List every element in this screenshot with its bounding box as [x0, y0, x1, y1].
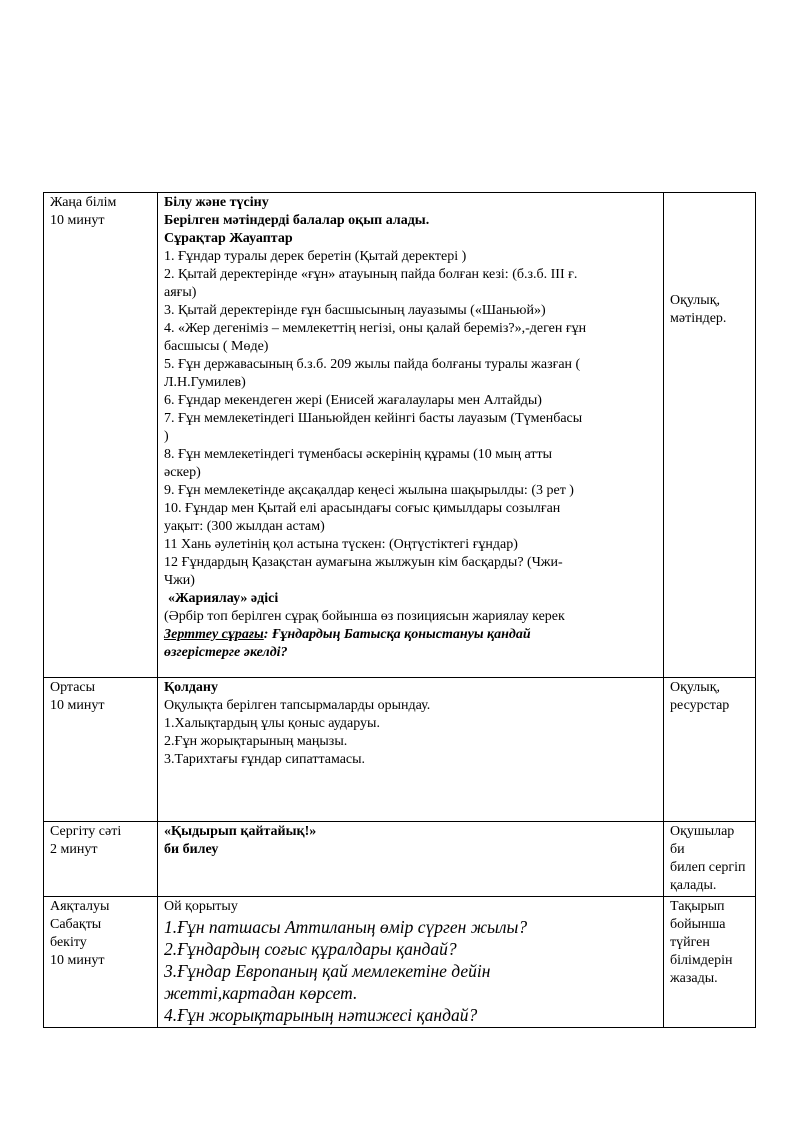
table-row-conclusion: [44, 897, 756, 1028]
stage-line: бекіту: [50, 935, 87, 950]
question-line: 2.Ғұндардың соғыс құралдары қандай?: [164, 939, 457, 959]
stage-cell: [44, 822, 158, 897]
research-question-continued: өзгерістерге әкелді?: [164, 645, 288, 660]
stage-cell: [44, 678, 158, 822]
stage-duration: 10 минут: [50, 698, 105, 713]
section-heading: Білу және түсіну: [164, 195, 269, 210]
qa-line: 8. Ғұн мемлекетіндегі түменбасы әскерінің құрамы (10 мың атты: [164, 447, 553, 462]
lesson-plan-table: [43, 192, 756, 1028]
stage-title: Аяқталуы: [50, 899, 110, 914]
resource-line: билеп сергіп: [670, 860, 746, 875]
research-question-text: : Ғұндардың Батысқа қоныстануы қандай: [263, 627, 531, 642]
stage-duration: 2 минут: [50, 842, 98, 857]
question-line: 3.Ғұндар Европаның қай мемлекетіне дейін: [164, 961, 491, 981]
question-line: 4.Ғұн жорықтарының нәтижесі қандай?: [164, 1005, 478, 1025]
qa-line: әскер): [164, 465, 201, 480]
qa-heading: Сұрақтар Жауаптар: [164, 231, 293, 246]
task-line: 2.Ғұн жорықтарының маңызы.: [164, 734, 348, 749]
content-cell: [158, 678, 664, 822]
resource-line: Оқулық,: [670, 680, 720, 695]
resource-line: жазады.: [670, 971, 718, 986]
qa-line: уақыт: (300 жылдан астам): [164, 519, 325, 534]
method-text: (Әрбір топ берілген сұрақ бойынша өз позициясын жариялау керек: [164, 609, 565, 624]
resource-line: Оқушылар би: [670, 824, 735, 857]
content-cell: [158, 897, 664, 1028]
question-line: 1.Ғұн патшасы Аттиланың өмір сүрген жылы?: [164, 917, 528, 937]
resource-line: білімдерін: [670, 953, 733, 968]
table-row-break: [44, 822, 756, 897]
stage-cell: [44, 897, 158, 1028]
task-line: Оқулықта берілген тапсырмаларды орындау.: [164, 698, 431, 713]
qa-line: Л.Н.Гумилев): [164, 375, 246, 390]
question-line: жетті,картадан көрсет.: [164, 983, 358, 1003]
stage-duration: 10 минут: [50, 213, 105, 228]
table-row-middle: [44, 678, 756, 822]
section-heading: Қолдану: [164, 680, 218, 695]
qa-line: 4. «Жер дегеніміз – мемлекеттің негізі, оны қалай береміз?»,-деген ғұн: [164, 321, 587, 336]
resources-cell: [664, 678, 756, 822]
stage-title: Ортасы: [50, 680, 96, 695]
content-cell: [158, 822, 664, 897]
resource-line: Тақырып: [670, 899, 725, 914]
qa-line: 3. Қытай деректерінде ғұн басшысының лауазымы («Шаньюй»): [164, 303, 546, 318]
qa-line: 10. Ғұндар мен Қытай елі арасындағы соғыс қимылдары созылған: [164, 501, 561, 516]
qa-line: 2. Қытай деректерінде «ғұн» атауының пайда болған кезі: (б.з.б. ІІІ ғ.: [164, 267, 578, 282]
research-question: [164, 626, 657, 644]
activity-subtitle: би билеу: [164, 842, 219, 857]
qa-line: 1. Ғұндар туралы дерек беретін (Қытай деректері ): [164, 249, 467, 264]
stage-title: Жаңа білім: [50, 195, 117, 210]
resources-cell: [664, 822, 756, 897]
research-label: Зерттеу сұрағы: [164, 627, 264, 642]
qa-line: 6. Ғұндар мекендеген жері (Енисей жағалаулары мен Алтайды): [164, 393, 542, 408]
resource-line: қалады.: [670, 878, 717, 893]
qa-line: 5. Ғұн державасының б.з.б. 209 жылы пайда болғаны туралы жазған (: [164, 357, 581, 372]
task-line: 3.Тарихтағы ғұндар сипаттамасы.: [164, 752, 366, 767]
resource-line: Оқулық,: [670, 293, 720, 308]
qa-line: Чжи): [164, 573, 195, 588]
resource-line: бойынша: [670, 917, 726, 932]
qa-line: 12 Ғұндардың Қазақстан аумағына жылжуын кім басқарды? (Чжи-: [164, 555, 563, 570]
method-title: «Жариялау» әдісі: [168, 591, 279, 606]
qa-line: ): [164, 429, 169, 444]
resources-cell: [664, 193, 756, 678]
task-line: 1.Халықтардың ұлы қоныс аударуы.: [164, 716, 380, 731]
resource-line: ресурстар: [670, 698, 730, 713]
section-subheading: Берілген мәтіндерді балалар оқып алады.: [164, 213, 430, 228]
section-heading: Ой қорытыу: [164, 899, 238, 914]
content-cell: [158, 193, 664, 678]
stage-line: Сабақты: [50, 917, 102, 932]
resource-line: түйген: [670, 935, 710, 950]
qa-line: 11 Хань әулетінің қол астына түскен: (Оңтүстіктегі ғұндар): [164, 537, 518, 552]
stage-cell: [44, 193, 158, 678]
stage-title: Сергіту сәті: [50, 824, 122, 839]
qa-line: 9. Ғұн мемлекетінде ақсақалдар кеңесі жылына шақырылды: (3 рет ): [164, 483, 574, 498]
activity-title: «Қыдырып қайтайық!»: [164, 824, 317, 839]
stage-duration: 10 минут: [50, 953, 105, 968]
resources-cell: [664, 897, 756, 1028]
resource-line: мәтіндер.: [670, 311, 727, 326]
table-row-new-knowledge: [44, 193, 756, 678]
qa-line: басшысы ( Мөде): [164, 339, 269, 354]
qa-line: 7. Ғұн мемлекетіндегі Шаньюйден кейінгі басты лауазым (Түменбасы: [164, 411, 583, 426]
qa-line: аяғы): [164, 285, 197, 300]
